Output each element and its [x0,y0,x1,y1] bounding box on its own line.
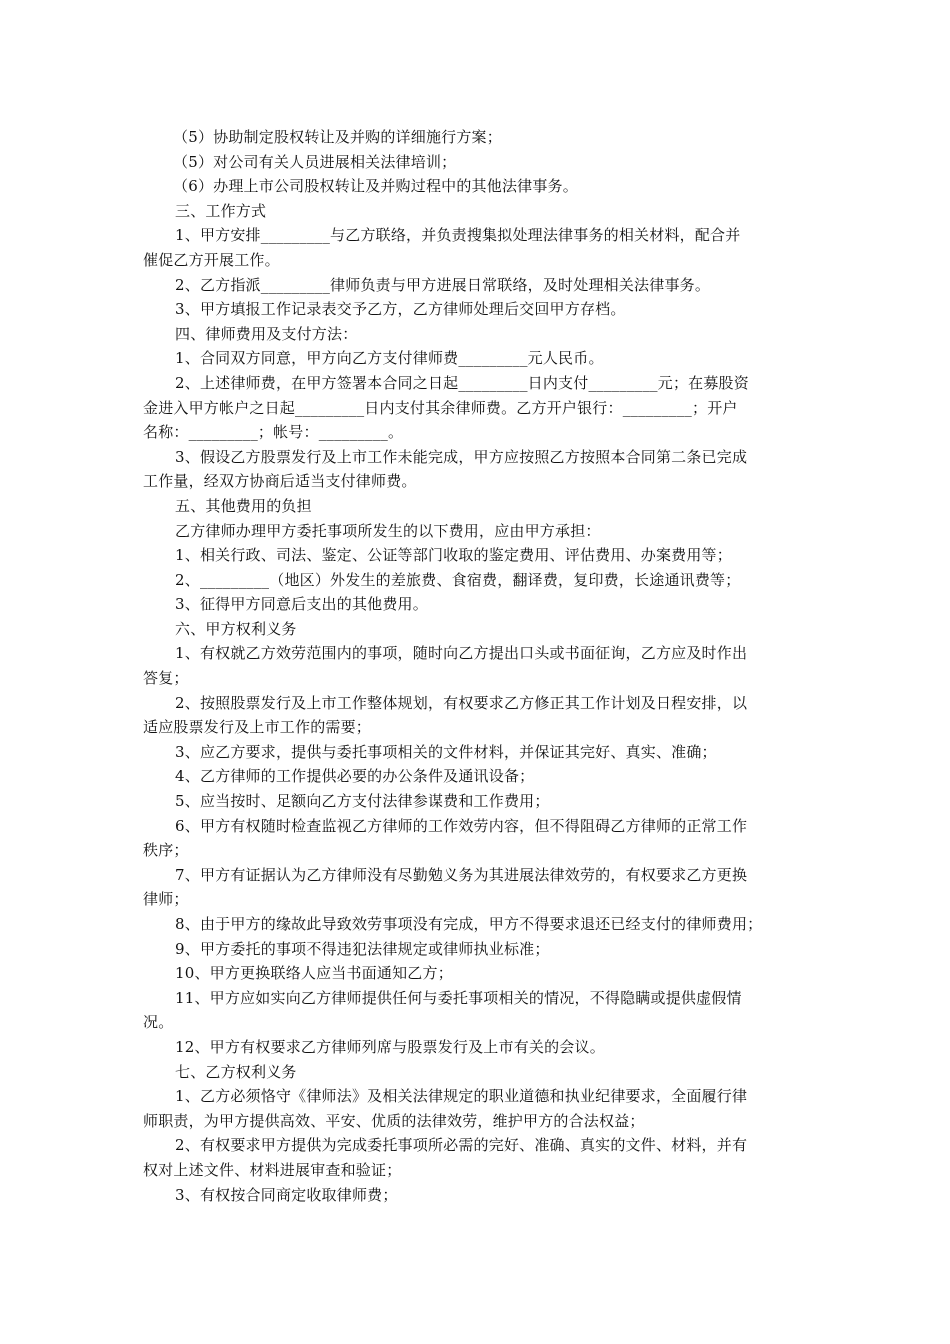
document-line: 1、合同双方同意，甲方向乙方支付律师费_________元人民币。 [175,349,604,368]
document-line: 秩序； [143,841,189,860]
document-line: 律师； [143,890,189,909]
document-line: 1、有权就乙方效劳范围内的事项，随时向乙方提出口头或书面征询，乙方应及时作出 [175,644,748,663]
document-line: 名称：_________；帐号：_________。 [143,423,404,442]
document-line: 1、甲方安排_________与乙方联络，并负责搜集拟处理法律事务的相关材料，配合并 [175,226,741,245]
document-line: 答复； [143,669,189,688]
document-line: 8、由于甲方的缘故此导致效劳事项没有完成，甲方不得要求退还已经支付的律师费用； [175,915,763,933]
document-line: 2、上述律师费，在甲方签署本合同之日起_________日内支付_________元；在募股资 [175,373,749,392]
document-line: 七、乙方权利义务 [175,1062,297,1081]
document-line: 工作量，经双方协商后适当支付律师费。 [143,472,417,491]
document-line: （5）对公司有关人员进展相关法律培训； [173,152,457,171]
document-line: 权对上述文件、材料进展审查和验证； [143,1160,402,1179]
document-line: 11、甲方应如实向乙方律师提供任何与委托事项相关的情况，不得隐瞒或提供虚假情 [175,988,742,1007]
document-line: 3、有权按合同商定收取律师费； [175,1185,398,1204]
document-line: 3、征得甲方同意后支出的其他费用。 [175,595,428,614]
document-line: 三、工作方式 [175,201,267,220]
document-line: 3、假设乙方股票发行及上市工作未能完成，甲方应按照乙方按照本合同第二条已完成 [175,447,748,466]
document-line: 六、甲方权利义务 [175,619,297,638]
document-line: 9、甲方委托的事项不得违犯法律规定或律师执业标准； [175,939,550,958]
document-line: 2、乙方指派_________律师负责与甲方进展日常联络，及时处理相关法律事务。 [175,275,711,294]
document-line: 4、乙方律师的工作提供必要的办公条件及通讯设备； [175,767,535,786]
document-line: 金进入甲方帐户之日起_________日内支付其余律师费。乙方开户银行：_________；开户 [143,398,738,417]
document-line: 2、按照股票发行及上市工作整体规划，有权要求乙方修正其工作计划及日程安排，以 [175,693,748,712]
document-line: 催促乙方开展工作。 [143,250,280,269]
document-line: 1、乙方必须恪守《律师法》及相关法律规定的职业道德和执业纪律要求，全面履行律 [175,1087,748,1106]
document-line: 2、_________（地区）外发生的差旅费、食宿费，翻译费，复印费，长途通讯费等； [175,570,741,589]
document-line: 1、相关行政、司法、鉴定、公证等部门收取的鉴定费用、评估费用、办案费用等； [175,546,732,565]
document-body [143,125,815,1207]
document-line: 五、其他费用的负担 [175,496,312,515]
document-line: 师职责，为甲方提供高效、平安、优质的法律效劳，维护甲方的合法权益； [143,1111,645,1130]
document-line: 12、甲方有权要求乙方律师列席与股票发行及上市有关的会议。 [175,1037,605,1056]
document-line: 5、应当按时、足额向乙方支付法律参谋费和工作费用； [175,792,550,811]
document-line: 适应股票发行及上市工作的需要； [143,718,372,737]
document-line: （5）协助制定股权转让及并购的详细施行方案； [173,128,502,146]
document-line: 四、律师费用及支付方法： [175,324,358,343]
document-line: 乙方律师办理甲方委托事项所发生的以下费用，应由甲方承担： [175,521,601,540]
document-line: 7、甲方有证据认为乙方律师没有尽勤勉义务为其进展法律效劳的，有权要求乙方更换 [175,865,748,884]
document-line: 2、有权要求甲方提供为完成委托事项所必需的完好、准确、真实的文件、材料，并有 [175,1136,748,1155]
document-line: 况。 [143,1013,174,1032]
document-line: 6、甲方有权随时检查监视乙方律师的工作效劳内容，但不得阻碍乙方律师的正常工作 [175,816,748,835]
document-line: （6）办理上市公司股权转让及并购过程中的其他法律事务。 [173,177,578,196]
document-line: 3、甲方填报工作记录表交予乙方，乙方律师处理后交回甲方存档。 [175,300,626,319]
document-line: 3、应乙方要求，提供与委托事项相关的文件材料，并保证其完好、真实、准确； [175,742,717,761]
document-line: 10、甲方更换联络人应当书面通知乙方； [175,964,453,983]
